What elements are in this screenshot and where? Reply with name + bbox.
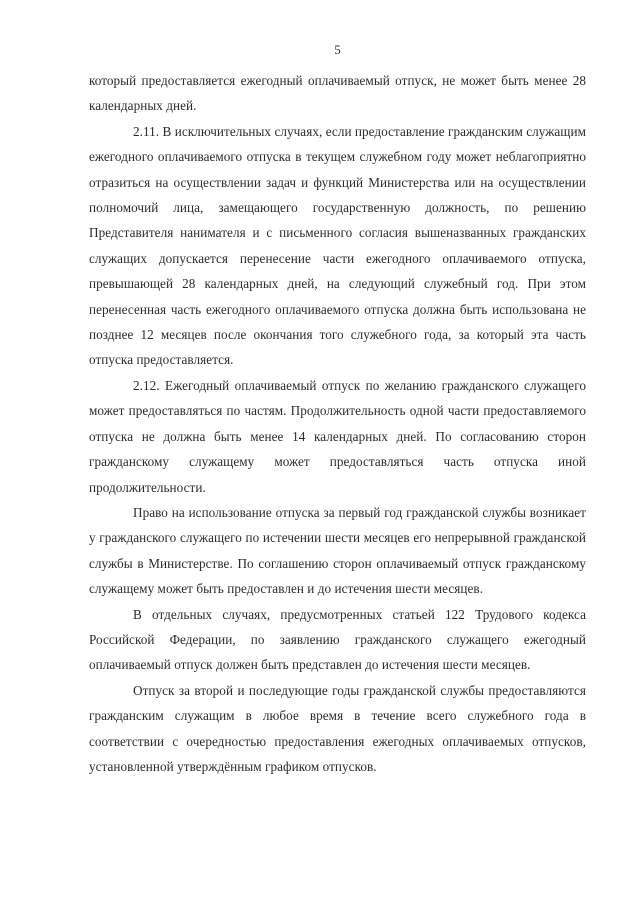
paragraph-special-cases: В отдельных случаях, предусмотренных статьей 122 Трудового кодекса Российской Федерации, по заявлению гражданского служащего ежегодный оплачиваемый отпуск должен быть представлен до истечения шести месяцев. xyxy=(89,606,586,673)
paragraph-subsequent-years: Отпуск за второй и последующие годы гражданской службы предоставляются гражданским служащим в любое время в течение всего служебного года в соответствии с очередностью предоставления ежегодных оплачиваемых отпусков, установленной утверждённым графиком отпусков. xyxy=(89,682,586,774)
page-number: 5 xyxy=(334,42,341,57)
paragraph-first-year-right: Право на использование отпуска за первый год гражданской службы возникает у гражданского служащего по истечении шести месяцев его непрерывной гражданской службы в Министерстве. По соглашению сторон оплачиваемый отпуск гражданскому служащему может быть предоставлен и до истечения шести месяцев. xyxy=(89,504,586,597)
paragraph-clause-2-12: 2.12. Ежегодный оплачиваемый отпуск по желанию гражданского служащего может предоставляться по частям. Продолжительность одной части предоставляемого отпуска не должна быть менее 14 календарных дней. По согласованию сторон гражданскому служащему может предоставляться часть отпуска иной продолжительности. xyxy=(89,377,586,495)
paragraph-continuation: который предоставляется ежегодный оплачиваемый отпуск, не может быть менее 28 календарных дней. xyxy=(89,73,586,114)
paragraph-clause-2-11: 2.11. В исключительных случаях, если предоставление гражданским служащим ежегодного оплачиваемого отпуска в текущем служебном году может неблагоприятно отразиться на осуществлении задач и функций Министерства или на осуществлении полномочий лица, замещающего государственную должность, по решению Представителя нанимателя и с письменного согласия вышеназванных гражданских служащих допускается перенесение части ежегодного оплачиваемого отпуска, превышающей 28 календарных дней, на следующий служебный год. При этом перенесенная часть ежегодного оплачиваемого отпуска должна быть использована не позднее 12 месяцев после окончания того служебного года, за который эта часть отпуска предоставляется. xyxy=(89,123,586,368)
